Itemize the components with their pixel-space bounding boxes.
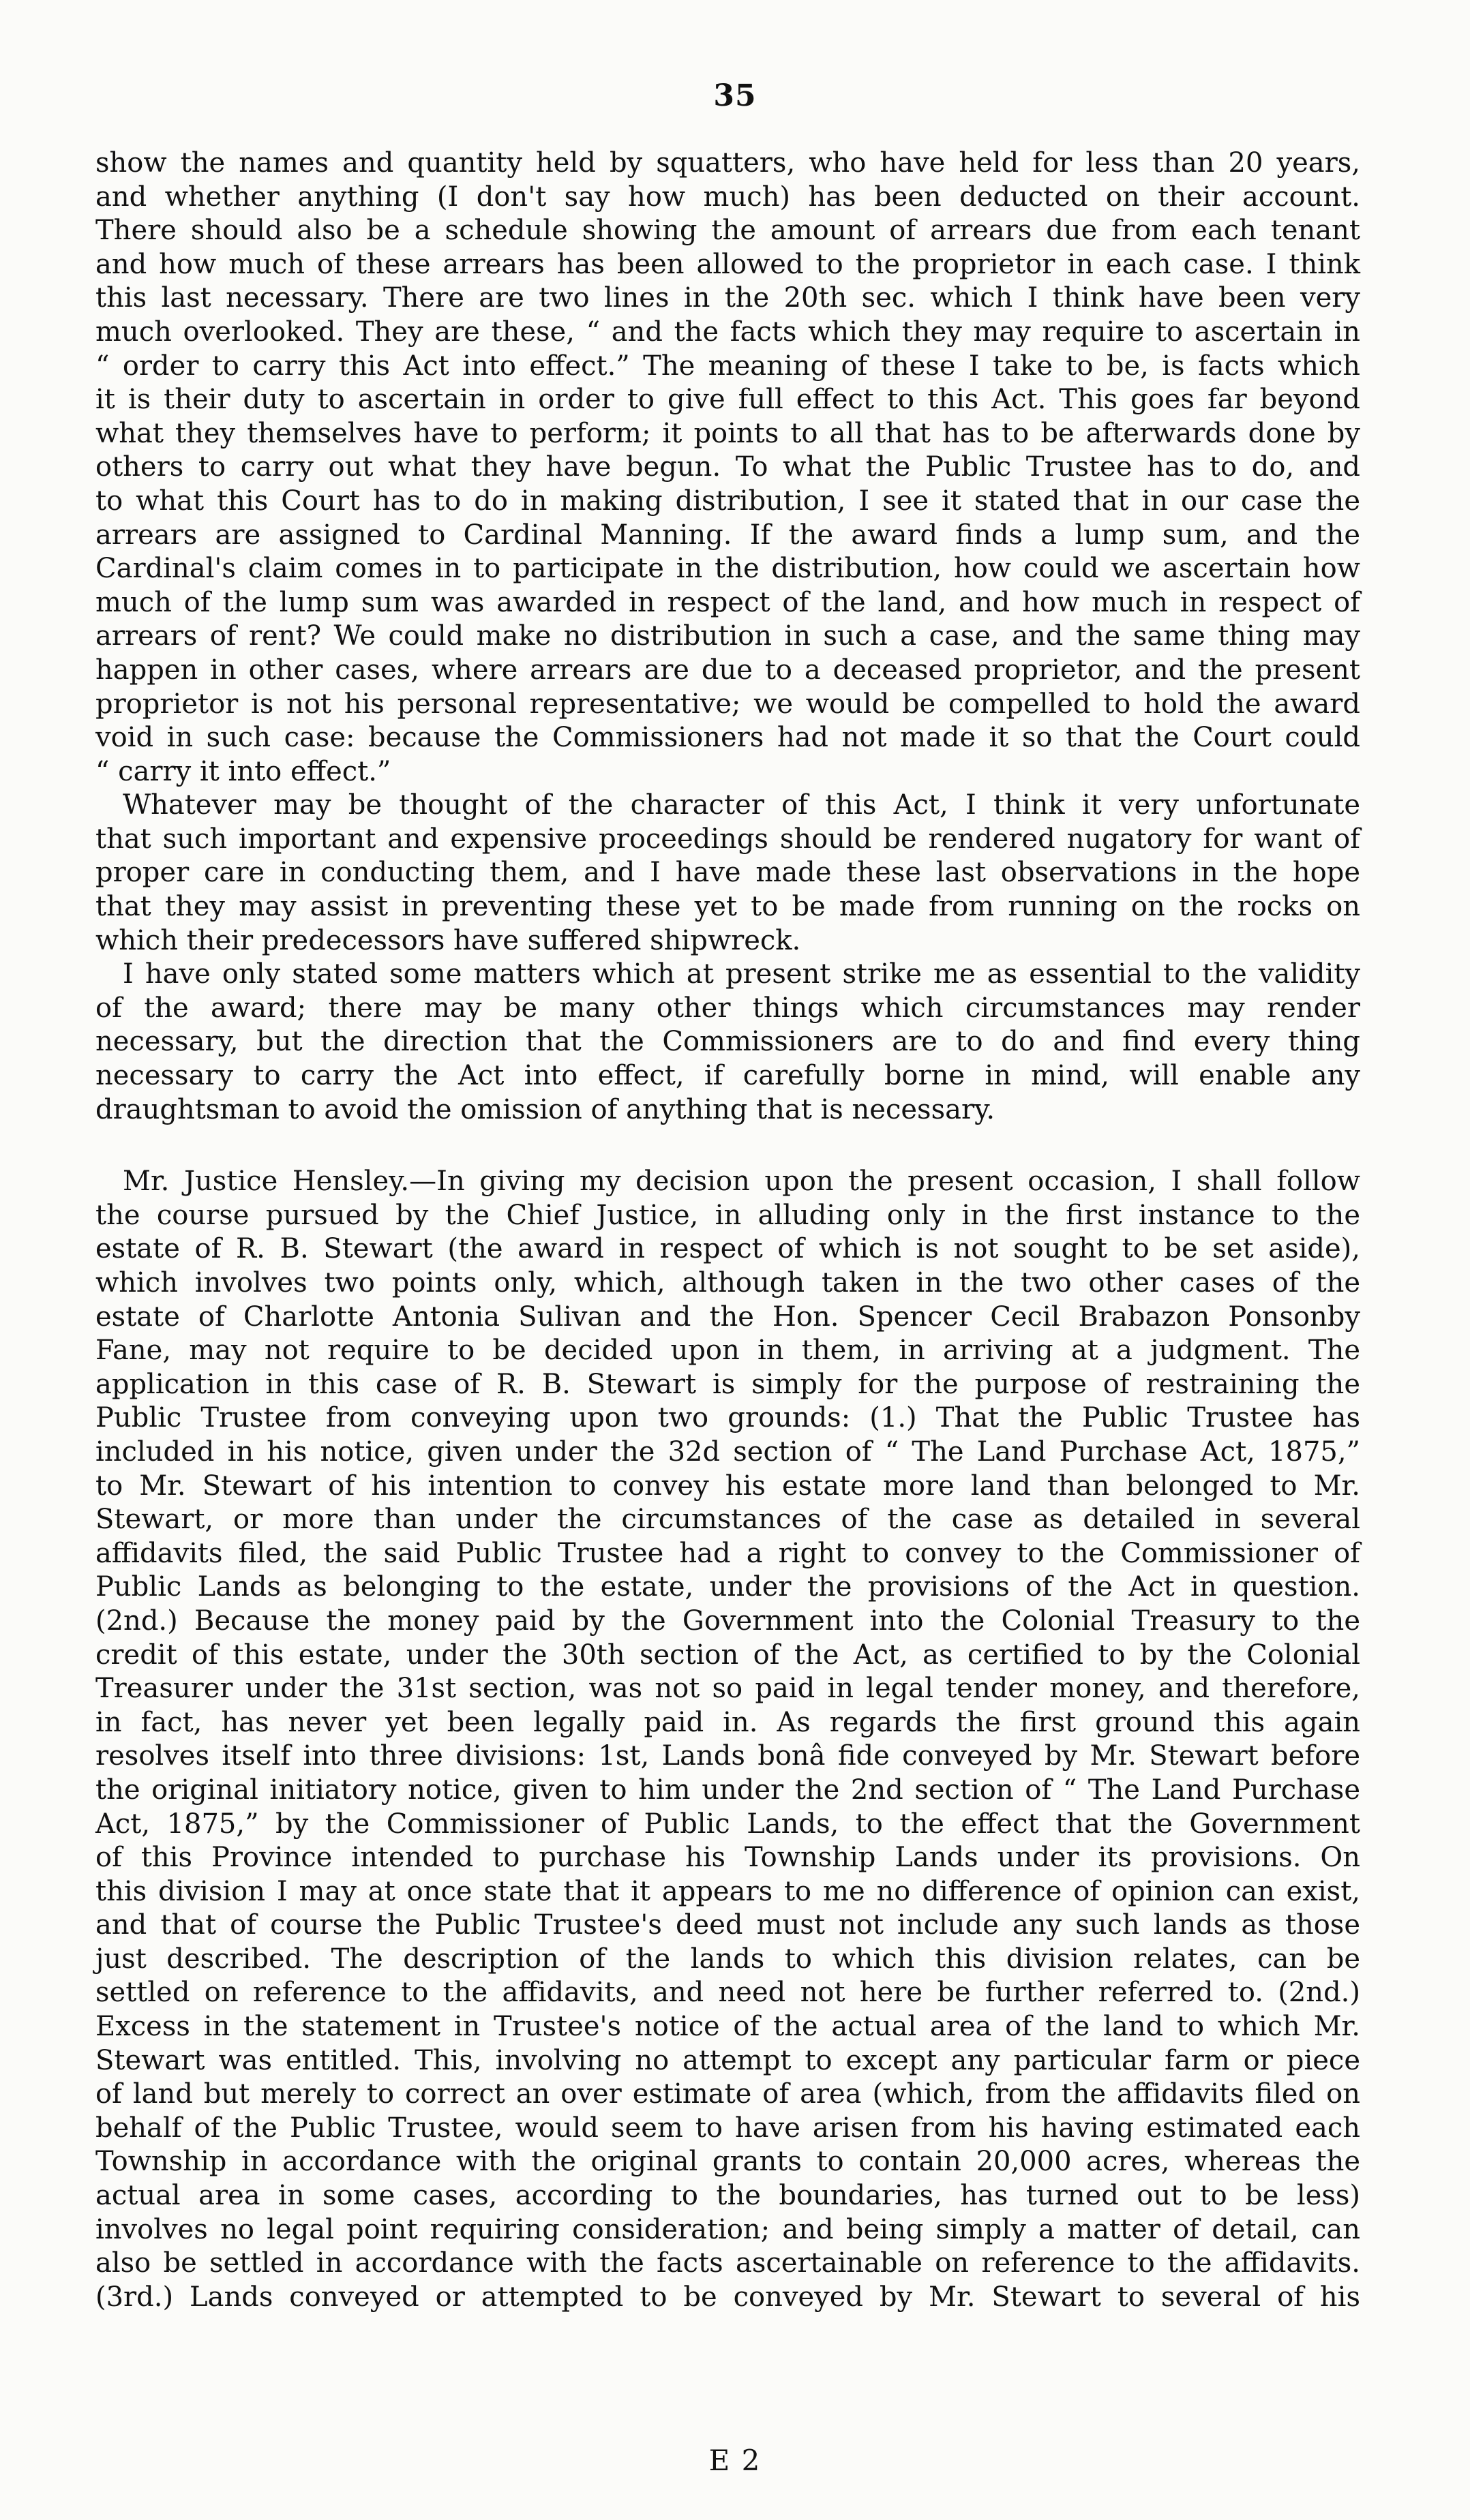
text-line: draughtsman to avoid the omission of anything that is necessary. <box>95 1093 995 1125</box>
text-line: Fane, may not require to be decided upon in them, in arriving at a judgment. The <box>95 1335 1360 1367</box>
body-text <box>95 147 1360 2314</box>
text-line: behalf of the Public Trustee, would seem to have arisen from his having estimated each <box>95 2112 1360 2144</box>
text-line: and how much of these arrears has been allowed to the proprietor in each case. I think <box>95 248 1360 280</box>
text-line: necessary, but the direction that the Commissioners are to do and find every thing <box>95 1026 1360 1058</box>
text-line: “ order to carry this Act into effect.” The meaning of these I take to be, is facts which <box>95 350 1360 382</box>
text-line: actual area in some cases, according to the boundaries, has turned out to be less) <box>95 2180 1360 2212</box>
text-line: in fact, has never yet been legally paid in. As regards the first ground this again <box>95 1706 1360 1738</box>
text-line: estate of R. B. Stewart (the award in respect of which is not sought to be set aside), <box>95 1233 1360 1265</box>
text-line: the course pursued by the Chief Justice, in alluding only in the first instance to the <box>95 1199 1360 1231</box>
text-line: of the award; there may be many other things which circumstances may render <box>95 992 1360 1024</box>
text-line: much of the lump sum was awarded in respect of the land, and how much in respect of <box>95 586 1360 618</box>
text-line: Stewart was entitled. This, involving no attempt to except any particular farm or piece <box>95 2044 1360 2076</box>
text-line: resolves itself into three divisions: 1st, Lands bonâ fide conveyed by Mr. Stewart before <box>95 1740 1360 1772</box>
text-line: much overlooked. They are these, “ and the facts which they may require to ascertain in <box>95 316 1360 348</box>
text-line: it is their duty to ascertain in order to give full effect to this Act. This goes far beyond <box>95 384 1360 416</box>
text-line: show the names and quantity held by squatters, who have held for less than 20 years, <box>95 147 1360 179</box>
text-line: Township in accordance with the original grants to contain 20,000 acres, whereas the <box>95 2146 1360 2178</box>
text-line: to Mr. Stewart of his intention to convey his estate more land than belonged to Mr. <box>95 1470 1360 1502</box>
text-line: that such important and expensive proceedings should be rendered nugatory for want of <box>95 823 1360 855</box>
text-line: credit of this estate, under the 30th section of the Act, as certified to by the Colonial <box>95 1639 1360 1671</box>
text-line: settled on reference to the affidavits, and need not here be further referred to. (2nd.) <box>95 1977 1360 2009</box>
text-line: void in such case: because the Commissioners had not made it so that the Court could <box>95 722 1360 754</box>
text-line: of this Province intended to purchase his Township Lands under its provisions. On <box>95 1842 1360 1874</box>
text-line: There should also be a schedule showing the amount of arrears due from each tenant <box>95 215 1360 247</box>
text-line: Act, 1875,” by the Commissioner of Public Lands, to the effect that the Government <box>95 1808 1360 1840</box>
text-line: others to carry out what they have begun. To what the Public Trustee has to do, and <box>95 451 1360 483</box>
text-line: this last necessary. There are two lines in the 20th sec. which I think have been very <box>95 282 1360 314</box>
text-line: included in his notice, given under the 32d section of “ The Land Purchase Act, 1875,” <box>95 1436 1360 1468</box>
text-line: arrears are assigned to Cardinal Manning. If the award finds a lump sum, and the <box>95 519 1360 551</box>
text-line: to what this Court has to do in making distribution, I see it stated that in our case the <box>95 485 1360 517</box>
text-line: Public Lands as belonging to the estate, under the provisions of the Act in question. <box>95 1571 1360 1603</box>
text-line: Whatever may be thought of the character of this Act, I think it very unfortunate <box>123 789 1360 821</box>
text-line: happen in other cases, where arrears are due to a deceased proprietor, and the present <box>95 654 1360 686</box>
text-line: this division I may at once state that it appears to me no difference of opinion can exist, <box>95 1875 1360 1907</box>
text-line: involves no legal point requiring consideration; and being simply a matter of detail, can <box>95 2213 1360 2245</box>
signature-mark: E 2 <box>708 2444 762 2477</box>
text-line: of land but merely to correct an over estimate of area (which, from the affidavits filed on <box>95 2078 1360 2110</box>
text-line: which involves two points only, which, although taken in the two other cases of the <box>95 1267 1360 1299</box>
text-line: application in this case of R. B. Stewart is simply for the purpose of restraining the <box>95 1368 1360 1400</box>
text-line: and that of course the Public Trustee's deed must not include any such lands as those <box>95 1909 1360 1941</box>
text-line: what they themselves have to perform; it points to all that has to be afterwards done by <box>95 417 1360 449</box>
text-line: Cardinal's claim comes in to participate in the distribution, how could we ascertain how <box>95 553 1360 585</box>
text-line: Stewart, or more than under the circumstances of the case as detailed in several <box>95 1504 1360 1536</box>
text-line: also be settled in accordance with the facts ascertainable on reference to the affidavits. <box>95 2247 1360 2279</box>
text-line: proper care in conducting them, and I have made these last observations in the hope <box>95 857 1360 889</box>
text-line: Treasurer under the 31st section, was not so paid in legal tender money, and therefore, <box>95 1673 1360 1705</box>
text-line: arrears of rent? We could make no distribution in such a case, and the same thing may <box>95 620 1360 652</box>
text-line: necessary to carry the Act into effect, if carefully borne in mind, will enable any <box>95 1060 1360 1092</box>
text-line: affidavits filed, the said Public Trustee had a right to convey to the Commissioner of <box>95 1537 1360 1569</box>
text-line: and whether anything (I don't say how much) has been deducted on their account. <box>95 181 1360 213</box>
text-line: Excess in the statement in Trustee's notice of the actual area of the land to which Mr. <box>95 2011 1360 2043</box>
text-line: “ carry it into effect.” <box>95 755 391 787</box>
text-line: proprietor is not his personal representative; we would be compelled to hold the award <box>95 688 1360 720</box>
text-line: Public Trustee from conveying upon two grounds: (1.) That the Public Trustee has <box>95 1402 1360 1434</box>
text-line: I have only stated some matters which at present strike me as essential to the validity <box>123 958 1360 990</box>
text-line: the original initiatory notice, given to him under the 2nd section of “ The Land Purchase <box>95 1774 1360 1806</box>
text-line: (2nd.) Because the money paid by the Government into the Colonial Treasury to the <box>95 1605 1360 1637</box>
text-line: just described. The description of the lands to which this division relates, can be <box>95 1943 1360 1975</box>
page-number: 35 <box>713 78 757 113</box>
text-line: that they may assist in preventing these yet to be made from running on the rocks on <box>95 891 1360 923</box>
text-line: which their predecessors have suffered shipwreck. <box>95 924 801 956</box>
text-line: Mr. Justice Hensley.—In giving my decision upon the present occasion, I shall follow <box>123 1166 1360 1198</box>
text-line: (3rd.) Lands conveyed or attempted to be conveyed by Mr. Stewart to several of his <box>95 2281 1360 2313</box>
text-line: estate of Charlotte Antonia Sulivan and the Hon. Spencer Cecil Brabazon Ponsonby <box>95 1301 1360 1333</box>
